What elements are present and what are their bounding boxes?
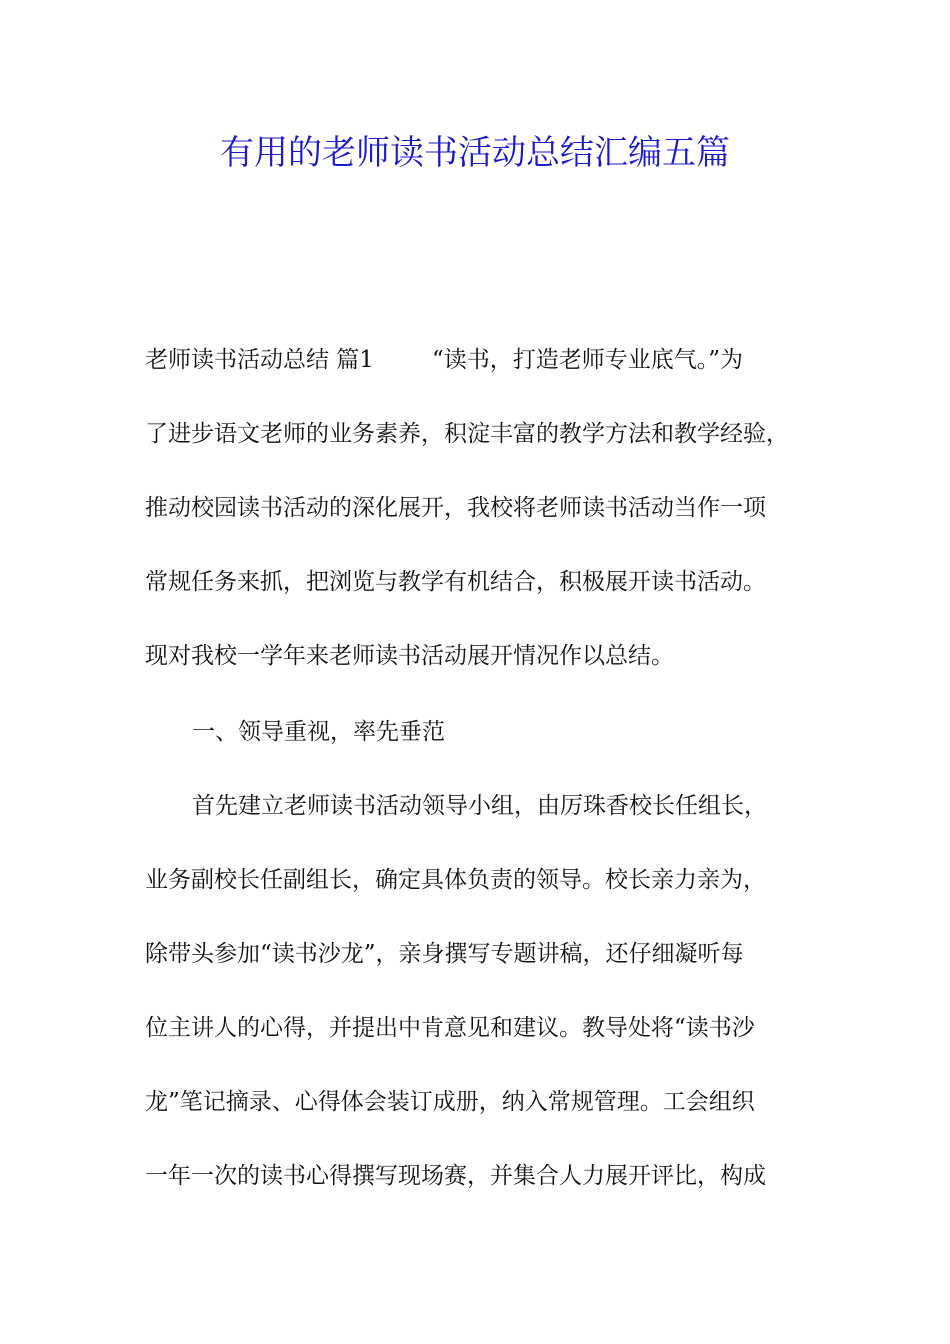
paragraph-line: 首先建立老师读书活动领导小组，由厉珠香校长任组长，	[192, 793, 767, 819]
paragraph-line: 除带头参加“读书沙龙”，亲身撰写专题讲稿，还仔细凝听每	[145, 941, 744, 967]
paragraph-line: 业务副校长任副组长，确定具体负责的领导。校长亲力亲为，	[145, 867, 766, 893]
paragraph-line	[145, 340, 825, 380]
paragraph-line: 了进步语文老师的业务素养，积淀丰富的教学方法和教学经验，	[145, 421, 789, 447]
section-heading: 一、领导重视，率先垂范	[192, 719, 445, 745]
paragraph-line: 一年一次的读书心得撰写现场赛，并集合人力展开评比，构成	[145, 1163, 766, 1189]
paragraph-line: 龙”笔记摘录、心得体会装订成册，纳入常规管理。工会组织	[145, 1089, 755, 1115]
document-title: 有用的老师读书活动总结汇编五篇	[220, 133, 730, 173]
paragraph-line: 常规任务来抓，把浏览与教学有机结合，积极展开读书活动。	[145, 569, 766, 595]
paragraph-line: 推动校园读书活动的深化展开，我校将老师读书活动当作一项	[145, 495, 766, 521]
paragraph-line: 现对我校一学年来老师读书活动展开情况作以总结。	[145, 643, 674, 669]
section-label: 老师读书活动总结 篇1	[145, 347, 374, 373]
paragraph-line: 位主讲人的心得，并提出中肯意见和建议。教导处将“读书沙	[145, 1015, 755, 1041]
paragraph-text: “读书，打造老师专业底气。”为	[431, 347, 743, 373]
